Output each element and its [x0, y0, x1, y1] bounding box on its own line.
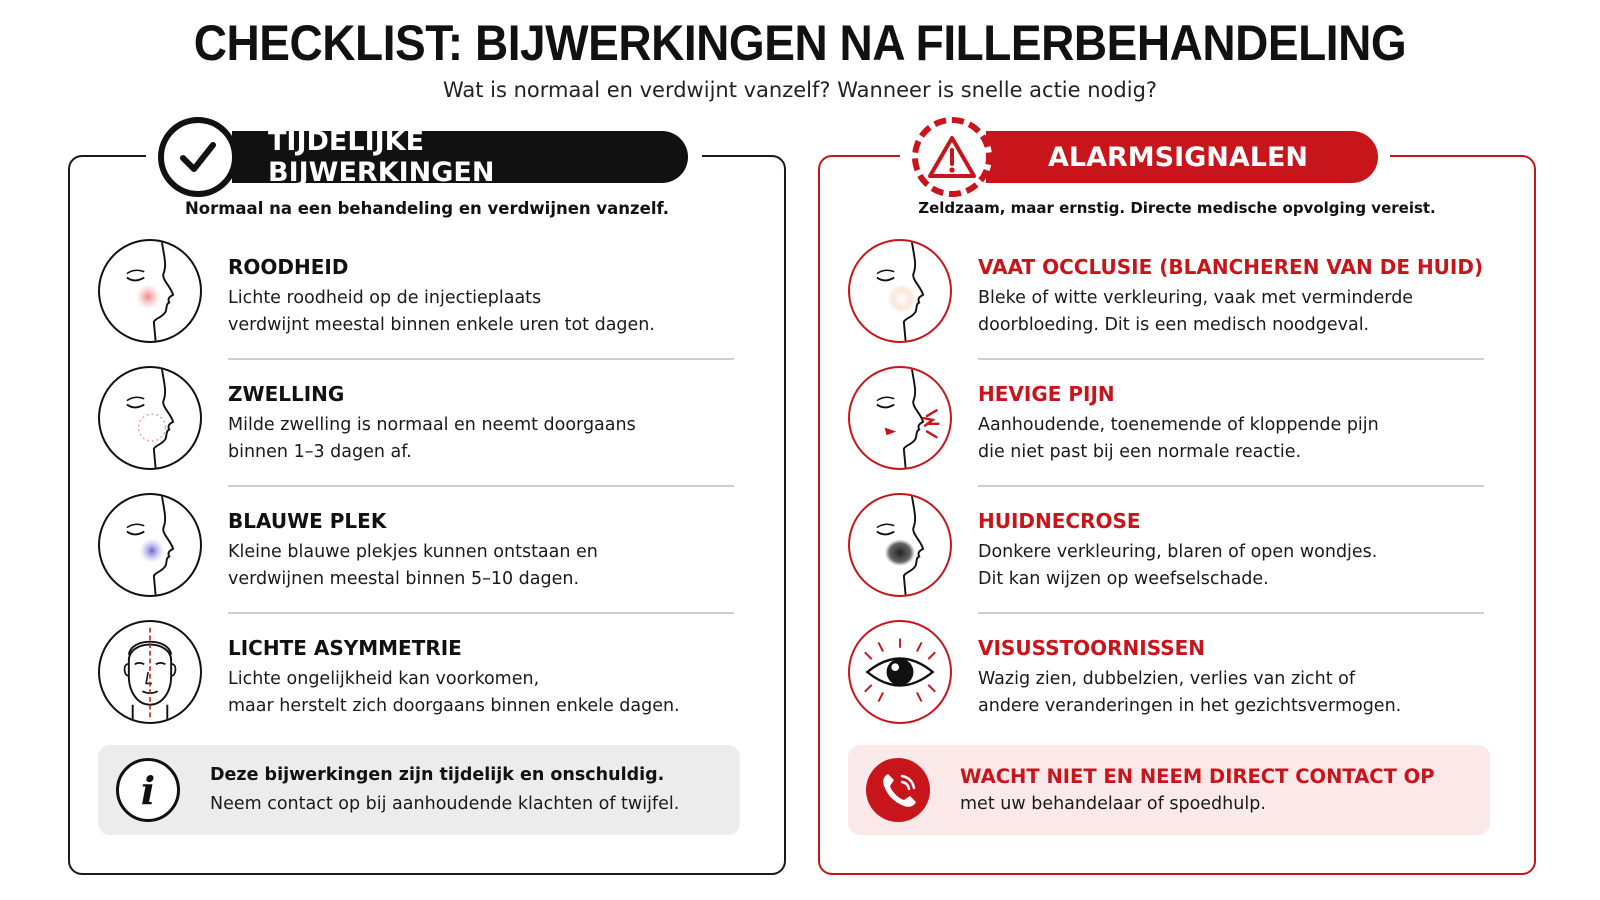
face-swelling-icon [98, 366, 202, 470]
temporary-effects-panel [68, 126, 786, 875]
list-item [98, 493, 758, 620]
alarm-signals-panel [818, 141, 1536, 875]
alarm-signals-heading: ALARMSIGNALEN [986, 131, 1378, 183]
list-item [848, 366, 1508, 493]
item-description: Lichte ongelijkheid kan voorkomen, maar herstelt zich doorgaans binnen enkele dagen. [228, 669, 680, 716]
face-asymmetry-icon [98, 620, 202, 724]
page-title: CHECKLIST: BIJWERKINGEN NA FILLERBEHANDELING [193, 15, 1407, 71]
list-item [848, 620, 1508, 747]
face-pain-icon [848, 366, 952, 470]
alarm-signals-list [848, 239, 1508, 747]
temporary-effects-header [158, 117, 688, 197]
divider [228, 485, 734, 487]
list-item [848, 239, 1508, 366]
item-title: ROODHEID [228, 255, 349, 279]
check-icon [158, 117, 238, 197]
item-title: VAAT OCCLUSIE (BLANCHEREN VAN DE HUID) [978, 255, 1484, 279]
divider [978, 485, 1484, 487]
page-subtitle: Wat is normaal en verdwijnt vanzelf? Wanneer is snelle actie nodig? [442, 78, 1158, 102]
face-redness-icon [98, 239, 202, 343]
note-title: Deze bijwerkingen zijn tijdelijk en onschuldig. [210, 765, 665, 785]
list-item [848, 493, 1508, 620]
divider [978, 358, 1484, 360]
divider [978, 612, 1484, 614]
alarm-signals-intro: Zeldzaam, maar ernstig. Directe medische opvolging vereist. [918, 199, 1436, 217]
item-description: Lichte roodheid op de injectieplaats verdwijnt meestal binnen enkele uren tot dagen. [228, 288, 655, 335]
item-description: Wazig zien, dubbelzien, verlies van zicht of andere veranderingen in het gezichtsvermogen. [978, 669, 1402, 716]
reassurance-note [98, 745, 740, 835]
temporary-effects-list [98, 239, 758, 747]
item-title: BLAUWE PLEK [228, 509, 387, 533]
item-title: HEVIGE PIJN [978, 382, 1115, 406]
note-title: WACHT NIET EN NEEM DIRECT CONTACT OP [960, 765, 1435, 788]
item-description: Aanhoudende, toenemende of kloppende pijn die niet past bij een normale reactie. [978, 415, 1379, 462]
item-description: Kleine blauwe plekjes kunnen ontstaan en verdwijnen meestal binnen 5–10 dagen. [228, 542, 598, 589]
face-blanching-icon [848, 239, 952, 343]
emergency-contact-note [848, 745, 1490, 835]
item-description: Donkere verkleuring, blaren of open wondjes. Dit kan wijzen op weefselschade. [978, 542, 1378, 589]
note-text: met uw behandelaar of spoedhulp. [960, 794, 1266, 814]
item-title: HUIDNECROSE [978, 509, 1141, 533]
note-text: Neem contact op bij aanhoudende klachten of twijfel. [210, 794, 680, 814]
list-item [98, 620, 758, 747]
face-bruise-icon [98, 493, 202, 597]
face-necrosis-icon [848, 493, 952, 597]
divider [228, 612, 734, 614]
item-title: ZWELLING [228, 382, 345, 406]
alarm-signals-header [912, 117, 1378, 197]
item-description: Bleke of witte verkleuring, vaak met verminderde doorbloeding. Dit is een medisch noodgeval. [978, 288, 1414, 335]
temporary-effects-intro: Normaal na een behandeling en verdwijnen vanzelf. [184, 199, 670, 218]
warning-icon [912, 117, 992, 197]
item-title: LICHTE ASYMMETRIE [228, 636, 462, 660]
temporary-effects-heading: TIJDELIJKE BIJWERKINGEN [232, 131, 688, 183]
list-item [98, 239, 758, 366]
eye-icon [848, 620, 952, 724]
info-icon: i [116, 758, 180, 822]
phone-icon [866, 758, 930, 822]
list-item [98, 366, 758, 493]
item-title: VISUSSTOORNISSEN [978, 636, 1206, 660]
divider [228, 358, 734, 360]
item-description: Milde zwelling is normaal en neemt doorgaans binnen 1–3 dagen af. [228, 415, 636, 462]
